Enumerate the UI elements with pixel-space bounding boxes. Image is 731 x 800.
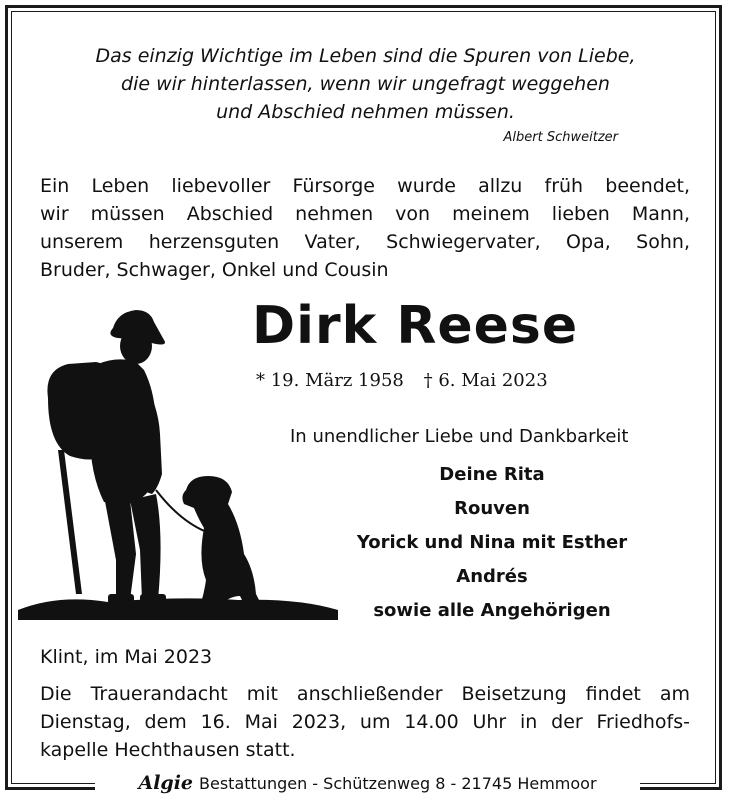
birth-date: * 19. März 1958 — [256, 370, 404, 391]
undertaker-address: Bestattungen - Schützenweg 8 - 21745 Hemmoor — [199, 773, 597, 793]
mourners-list — [322, 458, 662, 628]
notice-line: kapelle Hechthausen statt. — [40, 739, 296, 761]
intro-line: Ein Leben liebevoller Fürsorge wurde allzu früh beendet, — [40, 175, 690, 197]
mourners-heading: In unendlicher Liebe und Dankbarkeit — [290, 426, 629, 447]
mourner-name: Yorick und Nina mit Esther — [356, 532, 628, 553]
deceased-name: Dirk Reese — [252, 296, 579, 356]
quote-line: die wir hinterlassen, wenn wir ungefragt weggehen — [121, 73, 610, 95]
intro-line: Bruder, Schwager, Onkel und Cousin — [40, 259, 389, 281]
quote — [40, 42, 691, 126]
notice-line: Die Trauerandacht mit anschließender Beisetzung findet am — [40, 683, 690, 705]
intro-text — [40, 172, 690, 284]
mourner-name: Rouven — [454, 498, 530, 519]
intro-line: wir müssen Abschied nehmen von meinem lieben Mann, — [40, 203, 690, 225]
notice-line: Dienstag, dem 16. Mai 2023, um 14.00 Uhr in der Friedhofs- — [40, 711, 690, 733]
death-date: † 6. Mai 2023 — [423, 370, 548, 391]
quote-author: Albert Schweitzer — [503, 130, 618, 145]
place-date: Klint, im Mai 2023 — [40, 646, 213, 668]
quote-line: Das einzig Wichtige im Leben sind die Spuren von Liebe, — [95, 45, 636, 67]
mourner-name: Deine Rita — [439, 464, 545, 485]
quote-line: und Abschied nehmen müssen. — [216, 101, 515, 123]
footer — [95, 772, 640, 794]
mourner-name: sowie alle Angehörigen — [373, 600, 611, 621]
intro-line: unserem herzensguten Vater, Schwiegervater, Opa, Sohn, — [40, 231, 690, 253]
undertaker-logo: Algie — [138, 772, 194, 794]
funeral-notice — [40, 680, 690, 764]
mourner-name: Andrés — [456, 566, 528, 587]
life-dates — [256, 370, 562, 391]
